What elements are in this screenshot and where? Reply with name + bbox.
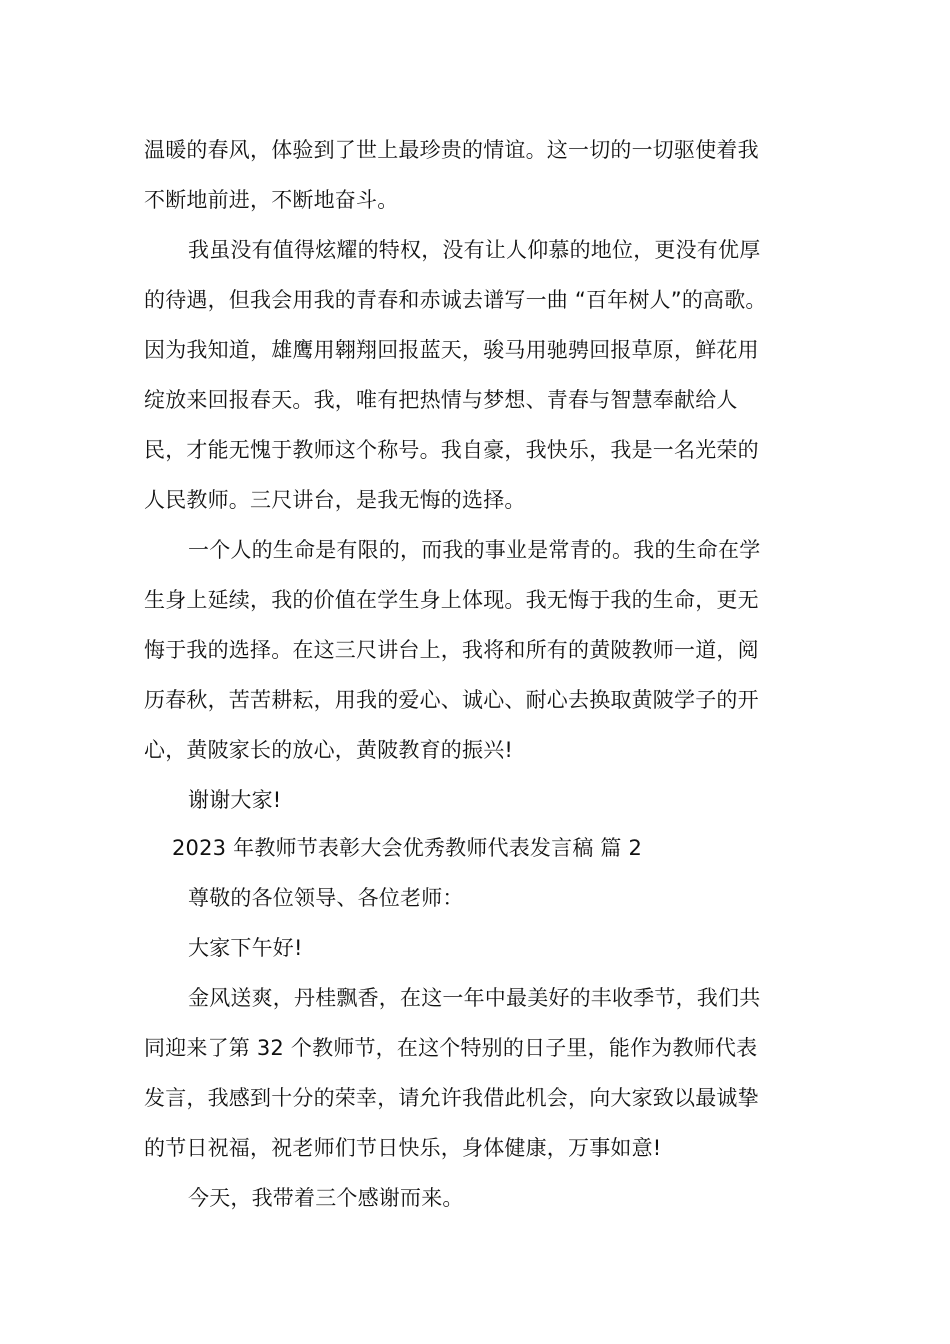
paragraph-line: 温暖的春风，体验到了世上最珍贵的情谊。这一切的一切驱使着我 xyxy=(144,138,759,162)
paragraph-line: 不断地前进，不断地奋斗。 xyxy=(144,188,399,212)
paragraph-line: 一个人的生命是有限的，而我的事业是常青的。我的生命在学 xyxy=(188,538,761,562)
paragraph-line: 金风送爽，丹桂飘香，在这一年中最美好的丰收季节，我们共 xyxy=(188,986,761,1010)
paragraph-line: 今天，我带着三个感谢而来。 xyxy=(188,1186,464,1210)
salutation: 尊敬的各位领导、各位老师： xyxy=(188,886,464,910)
paragraph-line: 民，才能无愧于教师这个称号。我自豪，我快乐，我是一名光荣的 xyxy=(144,438,759,462)
paragraph-line: 历春秋，苦苦耕耘，用我的爱心、诚心、耐心去换取黄陂学子的开 xyxy=(144,688,759,712)
paragraph-line: 悔于我的选择。在这三尺讲台上，我将和所有的黄陂教师一道，阅 xyxy=(144,638,759,662)
section-heading: 2023 年教师节表彰大会优秀教师代表发言稿 篇 2 xyxy=(172,836,643,860)
paragraph-line: 我虽没有值得炫耀的特权，没有让人仰慕的地位，更没有优厚 xyxy=(188,238,761,262)
greeting: 大家下午好! xyxy=(188,936,303,960)
paragraph-line: 发言，我感到十分的荣幸，请允许我借此机会，向大家致以最诚挚 xyxy=(144,1086,759,1110)
paragraph-line: 因为我知道，雄鹰用翱翔回报蓝天，骏马用驰骋回报草原，鲜花用 xyxy=(144,338,759,362)
paragraph-line: 同迎来了第 32 个教师节，在这个特别的日子里，能作为教师代表 xyxy=(144,1036,758,1060)
paragraph-line: 绽放来回报春天。我，唯有把热情与梦想、青春与智慧奉献给人 xyxy=(144,388,738,412)
paragraph-line: 的待遇，但我会用我的青春和赤诚去谱写一曲 “百年树人”的高歌。 xyxy=(144,288,767,312)
paragraph-line: 人民教师。三尺讲台，是我无悔的选择。 xyxy=(144,488,526,512)
paragraph-line: 生身上延续，我的价值在学生身上体现。我无悔于我的生命，更无 xyxy=(144,588,759,612)
paragraph-line: 心，黄陂家长的放心，黄陂教育的振兴! xyxy=(144,738,514,762)
closing-thanks: 谢谢大家! xyxy=(188,788,282,812)
paragraph-line: 的节日祝福，祝老师们节日快乐，身体健康，万事如意! xyxy=(144,1136,662,1160)
